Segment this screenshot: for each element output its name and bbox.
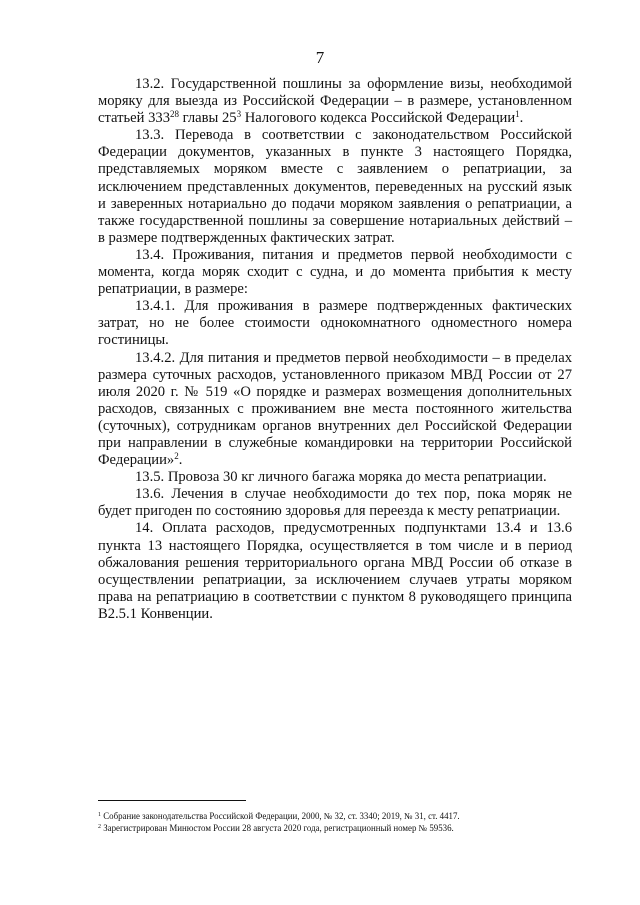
paragraph-13-4-1 <box>98 298 572 349</box>
paragraph-text: . <box>519 110 524 127</box>
footnote-mark: 2 <box>98 824 101 831</box>
footnote-text: Зарегистрирован Минюстом России 28 августа 2020 года, регистрационный номер № 59536. <box>101 823 454 834</box>
paragraph-13-4-2 <box>98 350 572 470</box>
footnote-reference: 2 <box>174 451 179 462</box>
paragraph-text: главы 25 <box>179 110 237 127</box>
footnote-2 <box>98 822 572 834</box>
paragraph-text: 13.4.1. Для проживания в размере подтвержденных фактических затрат, но не более стоимости однокомнатного одноместного номера гостиницы. <box>98 298 572 349</box>
paragraph-text: . <box>178 452 183 469</box>
paragraph-13-6 <box>98 486 572 520</box>
paragraph-text: Налогового кодекса Российской Федерации <box>241 110 516 127</box>
paragraph-13-4 <box>98 247 572 298</box>
paragraph-text: 13.5. Провоза 30 кг личного багажа моряка до места репатриации. <box>135 469 547 486</box>
paragraph-text: 13.4. Проживания, питания и предметов первой необходимости с момента, когда моряк сходит с судна, и до момента прибытия к месту репатриации, в размере: <box>98 246 572 298</box>
footnote-text: Собрание законодательства Российской Федерации, 2000, № 32, ст. 3340; 2019, № 31, ст. 4417. <box>101 811 460 821</box>
paragraph-13-5 <box>98 469 572 486</box>
footnote-separator <box>98 800 246 801</box>
paragraph-text: 14. Оплата расходов, предусмотренных подпунктами 13.4 и 13.6 пункта 13 настоящего Порядка, осуществляется в том числе и в период обжалования решения территориального органа МВД России об отказе в осуществлении репатриации, за исключением случаев утраты моряком права на репатриацию в соответствии с пунктом 8 руководящего принципа B2.5.1 Конвенции. <box>98 520 572 622</box>
document-body <box>98 76 572 623</box>
page-number: 7 <box>315 48 325 67</box>
paragraph-13-2 <box>98 76 572 127</box>
paragraph-text: 13.3. Перевода в соответствии с законодательством Российской Федерации документов, указанных в пункте 3 настоящего Порядка, представляемых моряком вместе с заявлением о репатриации, за исключением представленных документов, переведенных на русский язык и заверенных нотариально до подачи моряком заявления о репатриации, а также государственной пошлины за совершение нотариальных действий – в размере подтвержденных фактических затрат. <box>98 127 572 246</box>
footnote-reference: 28 <box>170 109 179 120</box>
paragraph-14 <box>98 520 572 623</box>
footnote-list <box>98 810 572 835</box>
paragraph-text: 13.2. Государственной пошлины за оформление визы, необходимой моряку для выезда из Российской Федерации – в размере, установленном статьей 333 <box>98 76 572 127</box>
footnote-reference: 1 <box>515 109 520 120</box>
footnote-reference: 3 <box>236 109 242 120</box>
footnote-mark: 1 <box>98 812 101 818</box>
paragraph-text: 13.6. Лечения в случае необходимости до тех пор, пока моряк не будет пригоден по состоянию здоровья для переезда к месту репатриации. <box>98 486 572 520</box>
footnote-1 <box>98 810 572 822</box>
paragraph-text: 13.4.2. Для питания и предметов первой необходимости – в пределах размера суточных расходов, установленного приказом МВД России от 27 июля 2020 г. № 519 «О порядке и размерах возмещения дополнительных расходов, связанных с проживанием вне места постоянного жительства (суточных), сотрудникам органов внутренних дел Российской Федерации при направлении в служебные командировки на территории Российской Федерации» <box>98 349 572 469</box>
paragraph-13-3 <box>98 127 572 247</box>
footnotes-section <box>98 800 572 835</box>
